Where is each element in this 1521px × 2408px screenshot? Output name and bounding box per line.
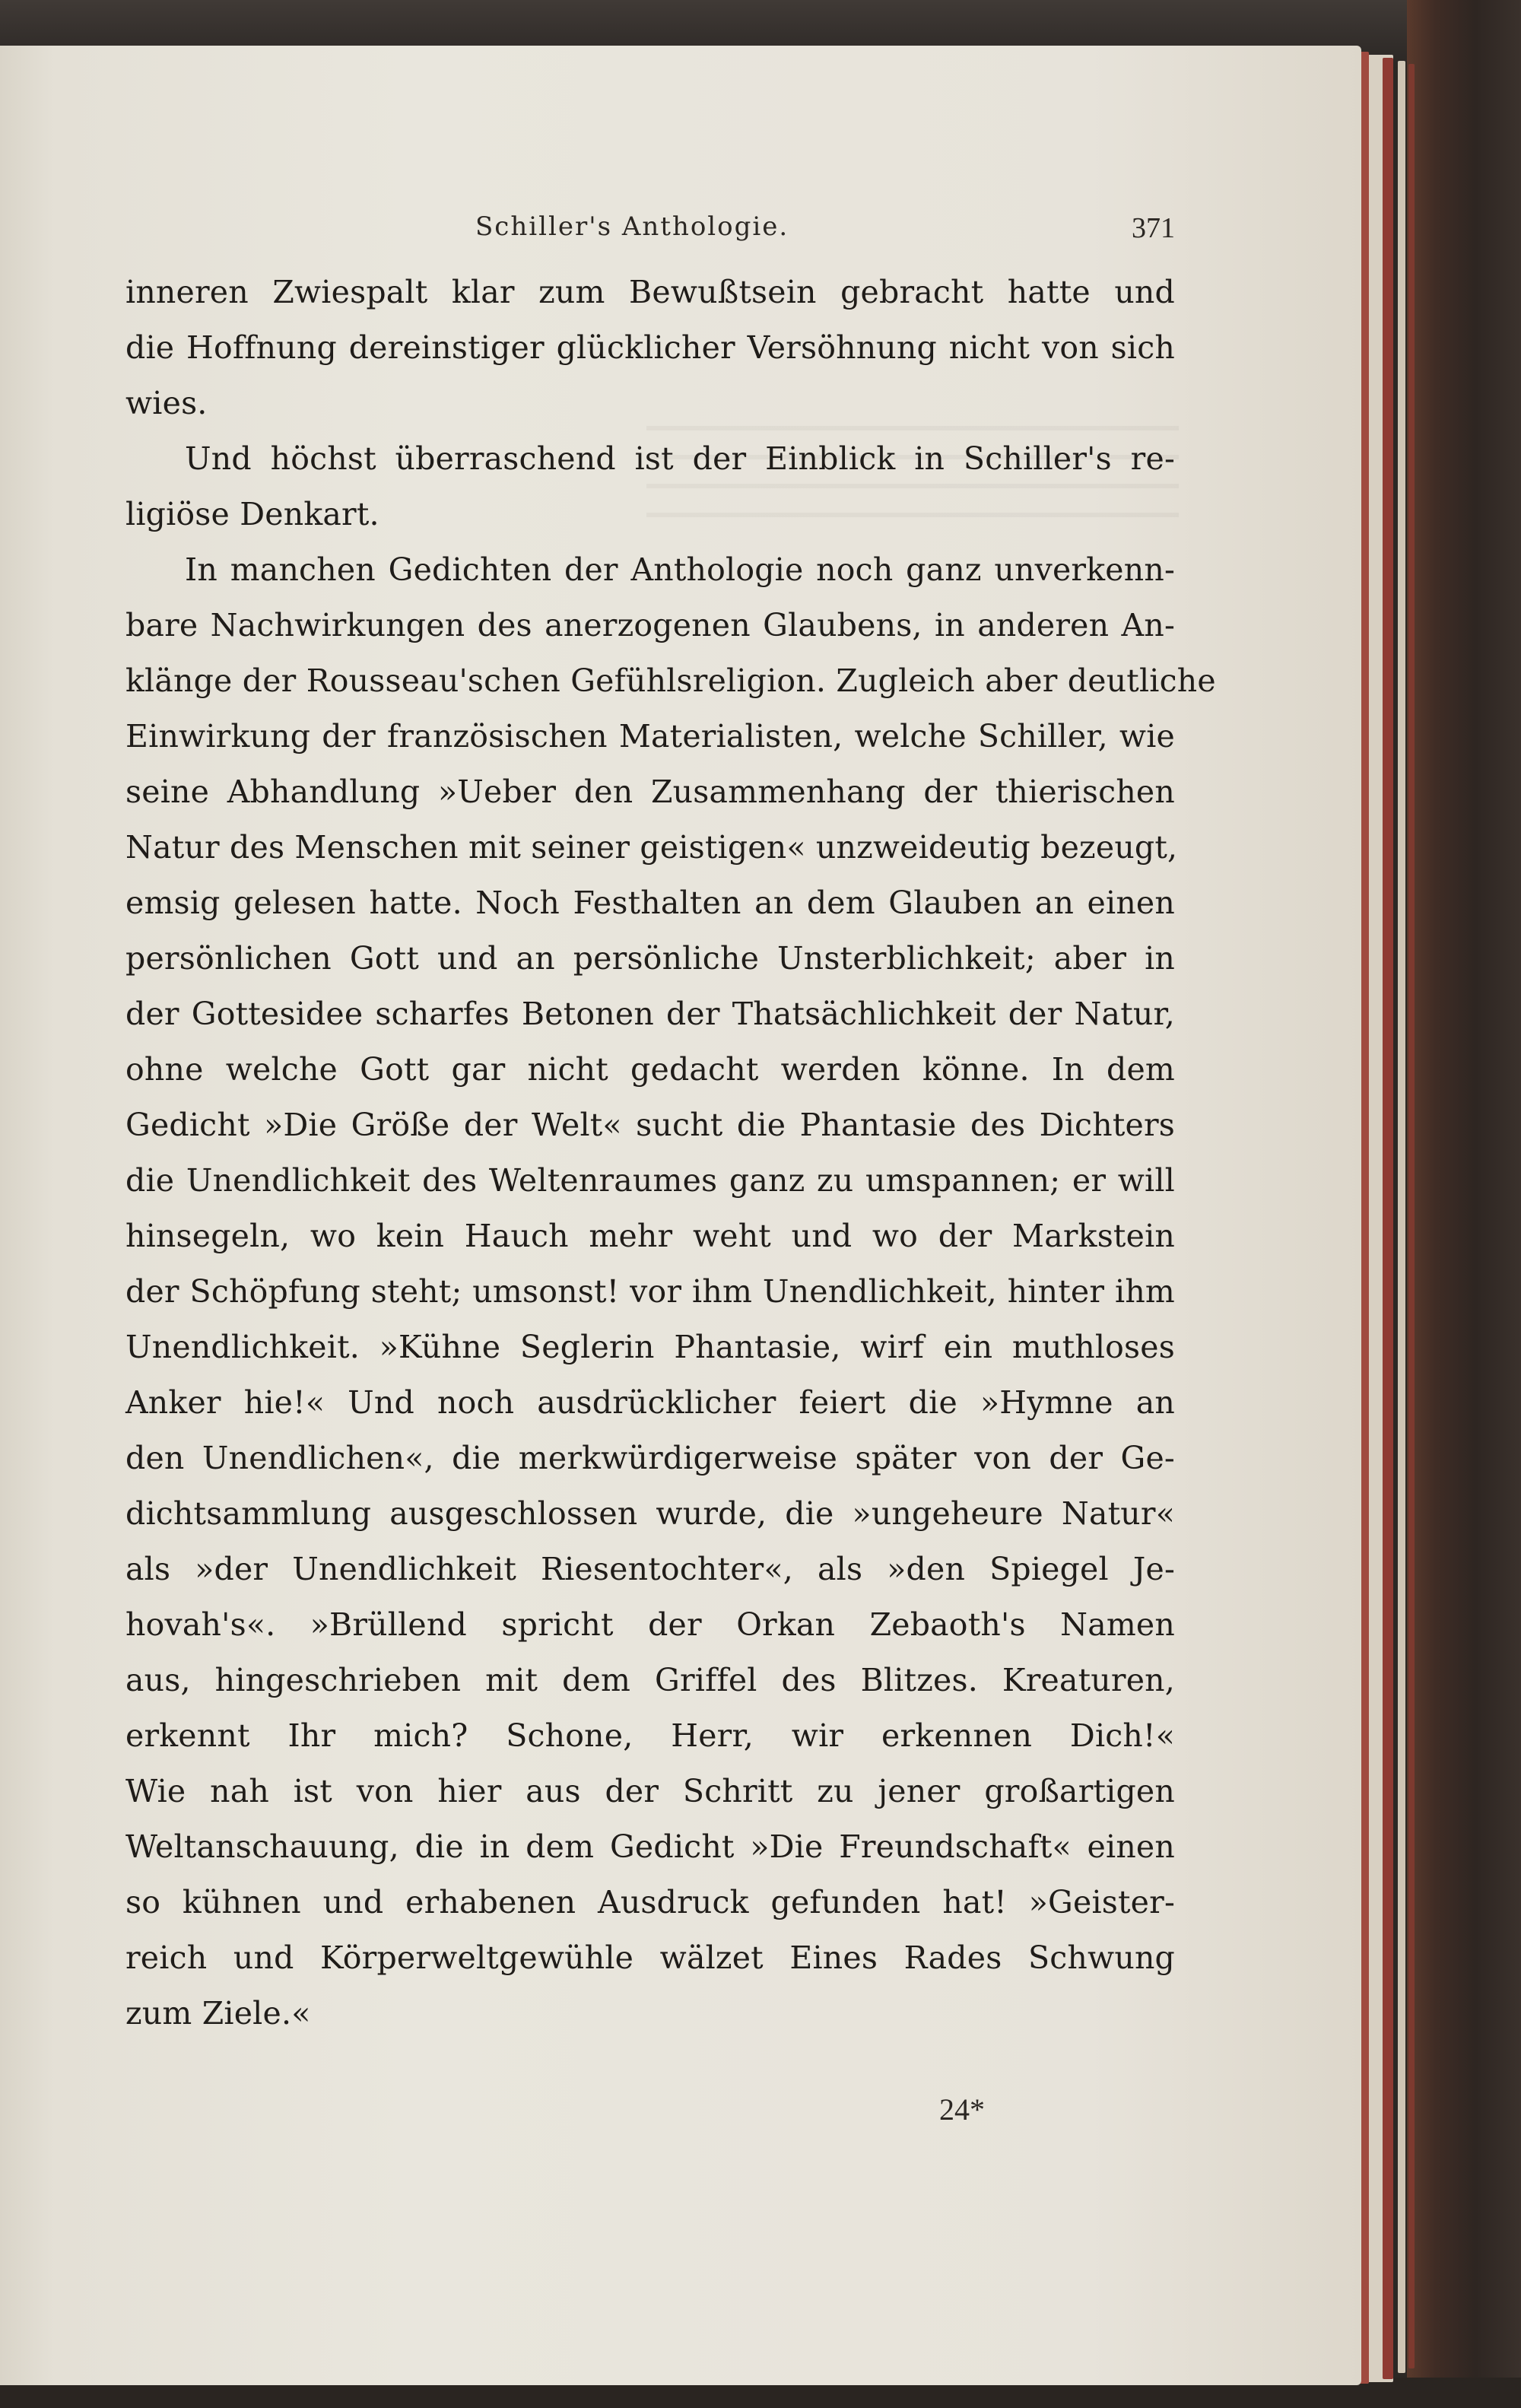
running-title: Schiller's Anthologie. [475, 211, 789, 242]
text-line: die Hoffnung dereinstiger glücklicher Versöhnung nicht von sich [125, 329, 1175, 366]
text-line: dichtsammlung ausgeschlossen wurde, die »ungeheure Natur« [125, 1495, 1175, 1532]
page-number: 371 [1132, 212, 1175, 244]
text-line: emsig gelesen hatte. Noch Festhalten an dem Glauben an einen [125, 885, 1175, 921]
page-sheet [0, 46, 1361, 2385]
text-line: den Unendlichen«, die merkwürdigerweise später von der Ge- [125, 1440, 1175, 1476]
text-line: Wie nah ist von hier aus der Schritt zu jener großartigen [125, 1773, 1175, 1809]
text-line: aus, hingeschrieben mit dem Griffel des Blitzes. Kreaturen, [125, 1662, 1175, 1698]
text-line: als »der Unendlichkeit Riesentochter«, als »den Spiegel Je- [125, 1551, 1175, 1587]
book-cover-right [1407, 0, 1521, 2408]
text-line: hovah's«. »Brüllend spricht der Orkan Zebaoth's Namen [125, 1606, 1175, 1643]
text-line: Gedicht »Die Größe der Welt« sucht die Phantasie des Dichters [125, 1107, 1175, 1143]
text-line: Anker hie!« Und noch ausdrücklicher feiert die »Hymne an [125, 1384, 1175, 1421]
text-line: Und höchst überraschend ist der Einblick in Schiller's re- [185, 440, 1175, 477]
text-line: reich und Körperweltgewühle wälzet Eines Rades Schwung [125, 1939, 1175, 1976]
text-line: die Unendlichkeit des Weltenraumes ganz zu umspannen; er will [125, 1162, 1175, 1199]
text-line: so kühnen und erhabenen Ausdruck gefunden hat! »Geister- [125, 1884, 1175, 1920]
text-line: In manchen Gedichten der Anthologie noch ganz unverkenn- [185, 551, 1175, 588]
text-line: wies. [125, 385, 208, 421]
body-text [125, 265, 1216, 2041]
text-line: klänge der Rousseau'schen Gefühlsreligion. Zugleich aber deutliche [125, 662, 1216, 699]
text-line: Einwirkung der französischen Materialisten, welche Schiller, wie [125, 718, 1175, 754]
text-line: der Gottesidee scharfes Betonen der Thatsächlichkeit der Natur, [125, 996, 1175, 1032]
text-line: inneren Zwiespalt klar zum Bewußtsein gebracht hatte und [125, 274, 1175, 310]
text-line: Unendlichkeit. »Kühne Seglerin Phantasie, wirf ein muthloses [125, 1329, 1175, 1365]
page-edge-red [1383, 58, 1393, 2379]
text-line: Weltanschauung, die in dem Gedicht »Die Freundschaft« einen [125, 1828, 1175, 1865]
running-head [125, 211, 1175, 257]
text-line: seine Abhandlung »Ueber den Zusammenhang der thierischen [125, 774, 1175, 810]
text-line: zum Ziele.« [125, 1995, 311, 2032]
text-line: der Schöpfung steht; umsonst! vor ihm Unendlichkeit, hinter ihm [125, 1273, 1175, 1310]
text-line: ohne welche Gott gar nicht gedacht werden könne. In dem [125, 1051, 1175, 1088]
text-line: Natur des Menschen mit seiner geistigen« unzweideutig bezeugt, [125, 829, 1178, 866]
page-edge-red [1408, 64, 1415, 2368]
text-line: bare Nachwirkungen des anerzogenen Glaubens, in anderen An- [125, 607, 1175, 643]
page-edge [1398, 61, 1405, 2373]
text-line: persönlichen Gott und an persönliche Unsterblichkeit; aber in [125, 940, 1175, 977]
text-line: ligiöse Denkart. [125, 496, 379, 532]
signature-mark: 24* [939, 2092, 985, 2127]
text-line: erkennt Ihr mich? Schone, Herr, wir erkennen Dich!« [125, 1717, 1175, 1754]
text-line: hinsegeln, wo kein Hauch mehr weht und wo der Markstein [125, 1218, 1175, 1254]
